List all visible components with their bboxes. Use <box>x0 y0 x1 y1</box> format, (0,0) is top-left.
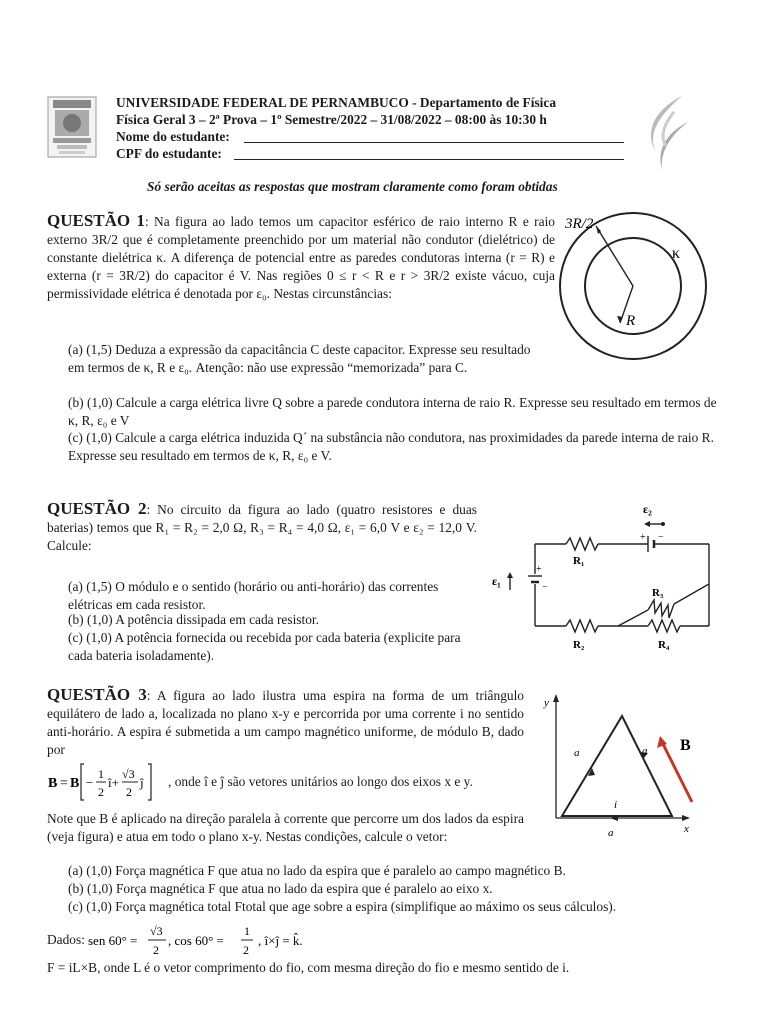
svg-text:î+: î+ <box>108 775 119 790</box>
side-a-right-label: a <box>642 745 648 757</box>
department-swirl-logo <box>634 92 694 174</box>
r1-label: R₁ <box>573 555 585 567</box>
q3-intro <box>47 686 524 759</box>
q3-item-c: (c) (1,0) Força magnética total Ftotal que age sobre a espira (simplifique ao máximo os seus cálculos). <box>68 899 617 914</box>
exam-line: Física Geral 3 – 2ª Prova – 1º Semestre/2022 – 31/08/2022 – 08:00 às 10:30 h <box>116 112 547 127</box>
svg-text:B: B <box>48 776 58 791</box>
outer-radius-label: 3R/2 <box>565 216 594 232</box>
triangle-loop-figure <box>536 690 716 840</box>
svg-text:2: 2 <box>153 943 159 957</box>
plus-sign-e1: + <box>536 564 542 575</box>
svg-text:, î×ĵ = k̂.: , î×ĵ = k̂. <box>258 933 303 948</box>
svg-text:√3: √3 <box>122 767 135 781</box>
side-a-bottom-label: a <box>608 827 614 839</box>
svg-text:2: 2 <box>98 785 104 799</box>
q2-intro <box>47 500 477 555</box>
svg-text:2: 2 <box>126 785 132 799</box>
q1-item-b: (b) (1,0) Calcule a carga elétrica livre Q sobre a parede condutora interna de raio R. Expresse seu resultado em termos de κ, R, ε₀ e V <box>68 395 717 428</box>
q2-title: QUESTÃO 2 <box>47 499 147 518</box>
university-line: UNIVERSIDADE FEDERAL DE PERNAMBUCO - Departamento de Física <box>116 95 557 110</box>
q3-item-a: (a) (1,0) Força magnética F que atua no lado da espira que é paralelo ao campo magnético B. <box>68 863 566 878</box>
minus-sign-e1: − <box>542 582 548 593</box>
q3-item-b: (b) (1,0) Força magnética F que atua no lado da espira que é paralelo ao eixo x. <box>68 881 493 896</box>
q3-intro-text: : A figura ao lado ilustra uma espira na forma de um triângulo equilátero de lado a, localizada no plano x-y e percorrida por uma corrente i no sentido anti-horário. A espira é submetida a um campo magnético uniforme, de módulo B, dado por <box>47 688 525 757</box>
force-formula: F = iL×B, onde L é o vetor comprimento do fio, com mesma direção do fio e mesmo sentido de i. <box>47 960 570 975</box>
svg-text:1: 1 <box>244 924 250 938</box>
y-axis-label: y <box>544 697 549 709</box>
svg-text:sen 60° =: sen 60° = <box>88 933 138 948</box>
svg-text:B: B <box>70 776 80 791</box>
b-field-note: , onde î e ĵ são vetores unitários ao longo dos eixos x e y. <box>168 774 473 789</box>
dados-label: Dados: <box>47 932 85 947</box>
svg-text:ĵ: ĵ <box>140 775 144 790</box>
emf-1-label: ε₁ <box>492 574 501 588</box>
kappa-label: κ <box>672 245 681 262</box>
inner-radius-label: R <box>626 313 636 329</box>
q2-item-a: (a) (1,5) O módulo e o sentido (horário ou anti-horário) das correntes elétricas em cada resistor. <box>68 579 439 612</box>
svg-text:, cos 60° =: , cos 60° = <box>168 933 224 948</box>
student-name-field[interactable] <box>244 142 624 143</box>
spherical-capacitor-figure <box>556 206 716 366</box>
svg-text:−: − <box>86 775 94 790</box>
q1-item-a: (a) (1,5) Deduza a expressão da capacitância C deste capacitor. Expresse seu resultado em termos de κ, R e ε₀. Atenção: não use expressão “memorizada” para C. <box>68 342 531 375</box>
b-field-equation <box>48 760 168 804</box>
q1-item-c: (c) (1,0) Calcule a carga elétrica induzida Q´ na substância não condutora, nas proximidades da parede interna de raio R. Expresse seu resultado em termos de κ, R, ε₀ e V. <box>68 430 714 463</box>
side-a-left-label: a <box>574 747 580 759</box>
svg-text:√3: √3 <box>150 924 163 938</box>
current-label: i <box>614 799 618 811</box>
notice: Só serão aceitas as respostas que mostram claramente como foram obtidas <box>147 179 558 194</box>
q2-item-c: (c) (1,0) A potência fornecida ou recebida por cada bateria (explicite para cada bateria isoladamente). <box>68 630 461 663</box>
x-axis-label: x <box>684 823 689 835</box>
q2-intro-text: : No circuito da figura ao lado (quatro resistores e duas baterias) temos que R₁ = R₂ = 2,0 Ω, R₃ = R₄ = 4,0 Ω, ε₁ = 6,0 V e ε₂ = 12,0 V. Calcule: <box>47 502 477 553</box>
student-cpf-label: CPF do estudante: <box>116 146 222 161</box>
q1-intro <box>47 212 555 303</box>
student-name-label: Nome do estudante: <box>116 129 230 144</box>
student-cpf-field[interactable] <box>234 159 624 160</box>
svg-text:=: = <box>60 776 68 791</box>
minus-sign-e2: − <box>658 532 664 543</box>
svg-text:1: 1 <box>98 767 104 781</box>
circuit-figure <box>488 500 718 660</box>
emf-2-label: ε₂ <box>643 502 652 516</box>
q2-item-b: (b) (1,0) A potência dissipada em cada resistor. <box>68 612 320 627</box>
q3-title: QUESTÃO 3 <box>47 685 147 704</box>
r4-label: R₄ <box>658 639 670 651</box>
plus-sign-e2: + <box>640 532 646 543</box>
b-field-label: B <box>680 737 691 754</box>
q1-title: QUESTÃO 1 <box>47 211 145 230</box>
q1-intro-text: : Na figura ao lado temos um capacitor esférico de raio interno R e raio externo 3R/2 que é completamente preenchido por um material não condutor (dielétrico) de constante dielétrica κ. A diferença de potencial entre as paredes condutoras interna (r = R) e externa (r = 3R/2) do capacitor é V. Nas regiões 0 ≤ r < R e r > 3R/2 existe vácuo, cuja permissividade elétrica é denotada por ε₀. Nestas circunstâncias: <box>47 214 556 301</box>
dados-formulas <box>88 918 348 962</box>
r3-label: R₃ <box>652 587 664 599</box>
r2-label: R₂ <box>573 639 585 651</box>
q3-note: Note que B é aplicado na direção paralela à corrente que percorre um dos lados da espira (veja figura) e atua em todo o plano x-y. Nestas condições, calcule o vetor: <box>47 811 524 844</box>
ufpe-logo <box>47 96 97 158</box>
svg-text:2: 2 <box>243 943 249 957</box>
